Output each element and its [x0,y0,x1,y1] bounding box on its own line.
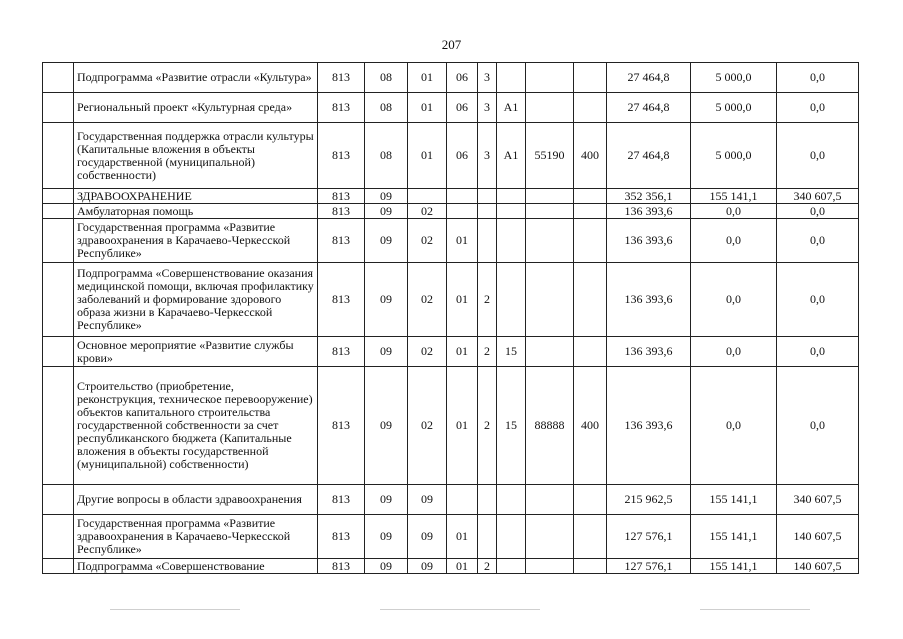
cell-c7 [526,219,574,263]
cell-v3: 140 607,5 [777,559,859,574]
row-index-cell [43,263,74,337]
cell-c6 [497,485,526,515]
cell-c7 [526,263,574,337]
cell-c1: 813 [318,263,365,337]
cell-c5 [478,485,497,515]
cell-v1: 27 464,8 [607,123,691,189]
cell-c2: 09 [365,367,408,485]
cell-c3: 02 [408,219,447,263]
row-index-cell [43,189,74,204]
cell-c2: 09 [365,263,408,337]
cell-c8 [574,263,607,337]
footer-divider-left [110,609,240,610]
row-name-cell: Другие вопросы в области здравоохранения [74,485,318,515]
row-index-cell [43,337,74,367]
cell-c5: 2 [478,367,497,485]
cell-c5 [478,204,497,219]
budget-table [42,62,859,574]
cell-v1: 127 576,1 [607,559,691,574]
cell-v3: 0,0 [777,263,859,337]
cell-c3: 01 [408,123,447,189]
cell-c8 [574,337,607,367]
cell-c8: 400 [574,367,607,485]
cell-v1: 215 962,5 [607,485,691,515]
cell-c2: 09 [365,559,408,574]
cell-c4: 01 [447,337,478,367]
cell-c4: 01 [447,559,478,574]
table-body [43,63,859,574]
row-name-cell: Региональный проект «Культурная среда» [74,93,318,123]
cell-c8 [574,219,607,263]
cell-c3: 02 [408,337,447,367]
cell-c5 [478,219,497,263]
cell-c4 [447,189,478,204]
footer-divider-center [380,609,540,610]
cell-c7 [526,337,574,367]
cell-c7: 88888 [526,367,574,485]
cell-c3: 01 [408,93,447,123]
cell-v3: 340 607,5 [777,485,859,515]
table-row [43,93,859,123]
cell-c4 [447,485,478,515]
cell-c5: 3 [478,63,497,93]
cell-c5 [478,189,497,204]
cell-v2: 155 141,1 [691,515,777,559]
cell-v1: 352 356,1 [607,189,691,204]
cell-c6 [497,559,526,574]
cell-c6 [497,263,526,337]
cell-c4: 01 [447,263,478,337]
cell-c4: 06 [447,123,478,189]
table-row [43,219,859,263]
cell-c7 [526,485,574,515]
cell-v2: 0,0 [691,219,777,263]
cell-c1: 813 [318,123,365,189]
cell-c6 [497,219,526,263]
row-index-cell [43,63,74,93]
table-row [43,485,859,515]
row-name-cell: Государственная программа «Развитие здравоохранения в Карачаево-Черкесской Республике» [74,219,318,263]
cell-c5: 2 [478,559,497,574]
cell-c3: 09 [408,515,447,559]
cell-v2: 0,0 [691,367,777,485]
cell-c5: 3 [478,93,497,123]
page-number: 207 [441,37,462,52]
cell-c4: 01 [447,219,478,263]
cell-c6 [497,204,526,219]
cell-v1: 136 393,6 [607,219,691,263]
cell-c2: 08 [365,93,408,123]
cell-v3: 0,0 [777,367,859,485]
cell-c2: 09 [365,337,408,367]
cell-c6: 15 [497,337,526,367]
footer-divider-right [700,609,810,610]
cell-c2: 08 [365,123,408,189]
cell-c1: 813 [318,559,365,574]
cell-c7: 55190 [526,123,574,189]
cell-c4: 01 [447,367,478,485]
row-index-cell [43,204,74,219]
cell-v1: 127 576,1 [607,515,691,559]
row-index-cell [43,485,74,515]
cell-c3: 01 [408,63,447,93]
cell-c2: 09 [365,515,408,559]
cell-c7 [526,559,574,574]
cell-v1: 136 393,6 [607,263,691,337]
cell-c6 [497,189,526,204]
cell-c3: 02 [408,367,447,485]
table-row [43,337,859,367]
cell-c3: 09 [408,485,447,515]
cell-c3: 02 [408,263,447,337]
cell-v2: 0,0 [691,204,777,219]
cell-c5: 2 [478,337,497,367]
cell-c7 [526,63,574,93]
row-name-cell: Подпрограмма «Совершенствование оказания медицинской помощи, включая профилактику заболеваний и формирование здорового образа жизни в Карачаево-Черкесской Республике» [74,263,318,337]
cell-v2: 155 141,1 [691,189,777,204]
cell-c6 [497,63,526,93]
cell-v1: 136 393,6 [607,204,691,219]
row-name-cell: Государственная поддержка отрасли культуры (Капитальные вложения в объекты государственной (муниципальной) собственности) [74,123,318,189]
cell-v2: 5 000,0 [691,93,777,123]
row-index-cell [43,123,74,189]
cell-v1: 136 393,6 [607,337,691,367]
cell-c1: 813 [318,367,365,485]
row-name-cell: Строительство (приобретение, реконструкция, техническое перевооружение) объектов капитального строительства государственной собственности за счет республиканского бюджета (Капитальные вложения в объекты государственной (муниципальной) собственности) [74,367,318,485]
cell-v1: 27 464,8 [607,93,691,123]
cell-c4 [447,204,478,219]
row-name-cell: Государственная программа «Развитие здравоохранения в Карачаево-Черкесской Республике» [74,515,318,559]
cell-c6: A1 [497,123,526,189]
cell-c3 [408,189,447,204]
table-row [43,204,859,219]
cell-v2: 5 000,0 [691,63,777,93]
cell-c3: 09 [408,559,447,574]
row-index-cell [43,559,74,574]
cell-c8: 400 [574,123,607,189]
table-row [43,515,859,559]
cell-v2: 0,0 [691,337,777,367]
cell-c2: 09 [365,189,408,204]
cell-c7 [526,515,574,559]
cell-c5 [478,515,497,559]
cell-c1: 813 [318,63,365,93]
cell-c8 [574,93,607,123]
cell-c1: 813 [318,337,365,367]
table-row [43,559,859,574]
cell-c1: 813 [318,189,365,204]
table-row [43,367,859,485]
cell-v1: 27 464,8 [607,63,691,93]
cell-c4: 06 [447,93,478,123]
cell-c8 [574,63,607,93]
cell-v2: 5 000,0 [691,123,777,189]
cell-c5: 2 [478,263,497,337]
cell-c1: 813 [318,485,365,515]
cell-v2: 155 141,1 [691,559,777,574]
cell-v3: 0,0 [777,63,859,93]
row-name-cell: Подпрограмма «Совершенствование [74,559,318,574]
cell-c1: 813 [318,515,365,559]
cell-c1: 813 [318,93,365,123]
cell-c8 [574,189,607,204]
cell-c7 [526,204,574,219]
cell-v3: 0,0 [777,204,859,219]
row-index-cell [43,93,74,123]
cell-v3: 0,0 [777,219,859,263]
cell-v1: 136 393,6 [607,367,691,485]
table-row [43,123,859,189]
cell-v3: 0,0 [777,93,859,123]
cell-v2: 0,0 [691,263,777,337]
cell-c1: 813 [318,219,365,263]
cell-c6 [497,515,526,559]
table-row [43,189,859,204]
row-name-cell: Амбулаторная помощь [74,204,318,219]
cell-c7 [526,189,574,204]
cell-c8 [574,515,607,559]
cell-v3: 140 607,5 [777,515,859,559]
cell-c6: 15 [497,367,526,485]
cell-v3: 0,0 [777,123,859,189]
cell-c6: A1 [497,93,526,123]
cell-c3: 02 [408,204,447,219]
row-name-cell: Основное мероприятие «Развитие службы крови» [74,337,318,367]
cell-c8 [574,204,607,219]
cell-c5: 3 [478,123,497,189]
row-index-cell [43,219,74,263]
cell-c8 [574,559,607,574]
cell-c7 [526,93,574,123]
cell-v3: 340 607,5 [777,189,859,204]
cell-c2: 09 [365,204,408,219]
cell-v3: 0,0 [777,337,859,367]
cell-c1: 813 [318,204,365,219]
table-row [43,263,859,337]
row-name-cell: Подпрограмма «Развитие отрасли «Культура» [74,63,318,93]
cell-c4: 06 [447,63,478,93]
cell-c2: 09 [365,485,408,515]
table-row [43,63,859,93]
row-name-cell: ЗДРАВООХРАНЕНИЕ [74,189,318,204]
cell-c8 [574,485,607,515]
cell-c2: 09 [365,219,408,263]
row-index-cell [43,367,74,485]
cell-c2: 08 [365,63,408,93]
row-index-cell [43,515,74,559]
cell-c4: 01 [447,515,478,559]
cell-v2: 155 141,1 [691,485,777,515]
